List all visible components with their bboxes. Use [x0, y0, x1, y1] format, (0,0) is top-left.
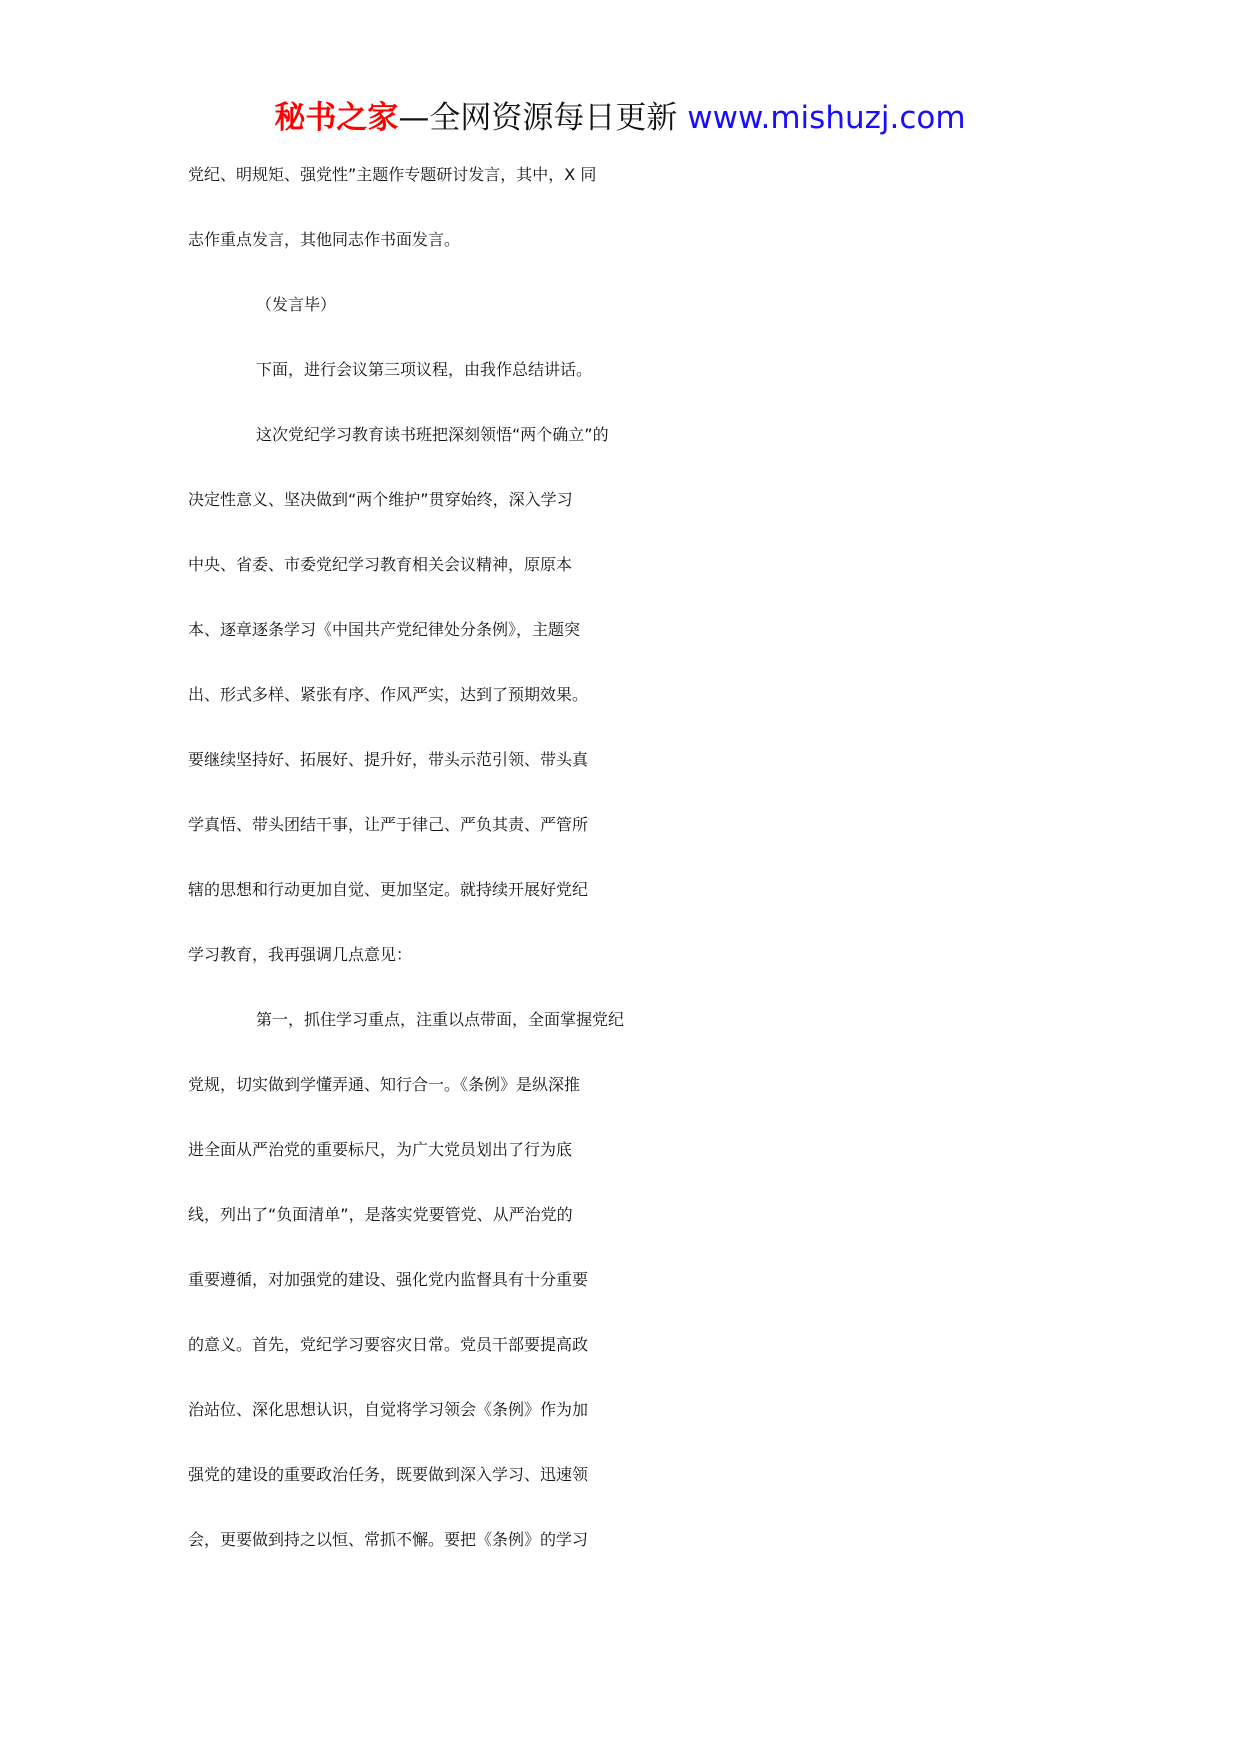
text-line: 的意义。首先，党纪学习要容灾日常。党员干部要提高政: [188, 1335, 589, 1354]
text-line: 党规，切实做到学懂弄通、知行合一。《条例》是纵深推: [188, 1075, 581, 1094]
text-line: 线，列出了“负面清单”，是落实党要管党、从严治党的: [188, 1205, 573, 1224]
text-line: 志作重点发言，其他同志作书面发言。: [188, 230, 461, 249]
document-body: [188, 162, 1056, 1592]
text-line: 中央、省委、市委党纪学习教育相关会议精神，原原本: [188, 555, 573, 574]
text-line: 这次党纪学习教育读书班把深刻领悟“两个确立”的: [256, 425, 609, 444]
text-line: （发言毕）: [256, 295, 337, 314]
text-line: 治站位、深化思想认识，自觉将学习领会《条例》作为加: [188, 1400, 589, 1419]
brand-name: 秘书之家: [274, 100, 399, 136]
header-tagline: —全网资源每日更新: [398, 100, 688, 136]
text-line: 强党的建设的重要政治任务，既要做到深入学习、迅速领: [188, 1465, 589, 1484]
text-line: 学习教育，我再强调几点意见：: [188, 945, 413, 964]
text-line: 党纪、明规矩、强党性”主题作专题研讨发言，其中，X 同: [188, 165, 597, 184]
page-header: [0, 96, 1240, 140]
text-line: 会，更要做到持之以恒、常抓不懈。要把《条例》的学习: [188, 1530, 589, 1549]
text-line: 下面，进行会议第三项议程，由我作总结讲话。: [256, 360, 593, 379]
text-line: 本、逐章逐条学习《中国共产党纪律处分条例》，主题突: [188, 620, 581, 639]
text-line: 重要遵循，对加强党的建设、强化党内监督具有十分重要: [188, 1270, 589, 1289]
text-line: 进全面从严治党的重要标尺，为广大党员划出了行为底: [188, 1140, 573, 1159]
text-line: 学真悟、带头团结干事，让严于律己、严负其责、严管所: [188, 815, 589, 834]
text-line: 辖的思想和行动更加自觉、更加坚定。就持续开展好党纪: [188, 880, 589, 899]
text-line: 第一，抓住学习重点，注重以点带面，全面掌握党纪: [256, 1010, 625, 1029]
text-line: 要继续坚持好、拓展好、提升好，带头示范引领、带头真: [188, 750, 589, 769]
text-line: 决定性意义、坚决做到“两个维护”贯穿始终，深入学习: [188, 490, 573, 509]
site-url-link[interactable]: www.mishuzj.com: [687, 100, 966, 136]
text-line: 出、形式多样、紧张有序、作风严实，达到了预期效果。: [188, 685, 589, 704]
